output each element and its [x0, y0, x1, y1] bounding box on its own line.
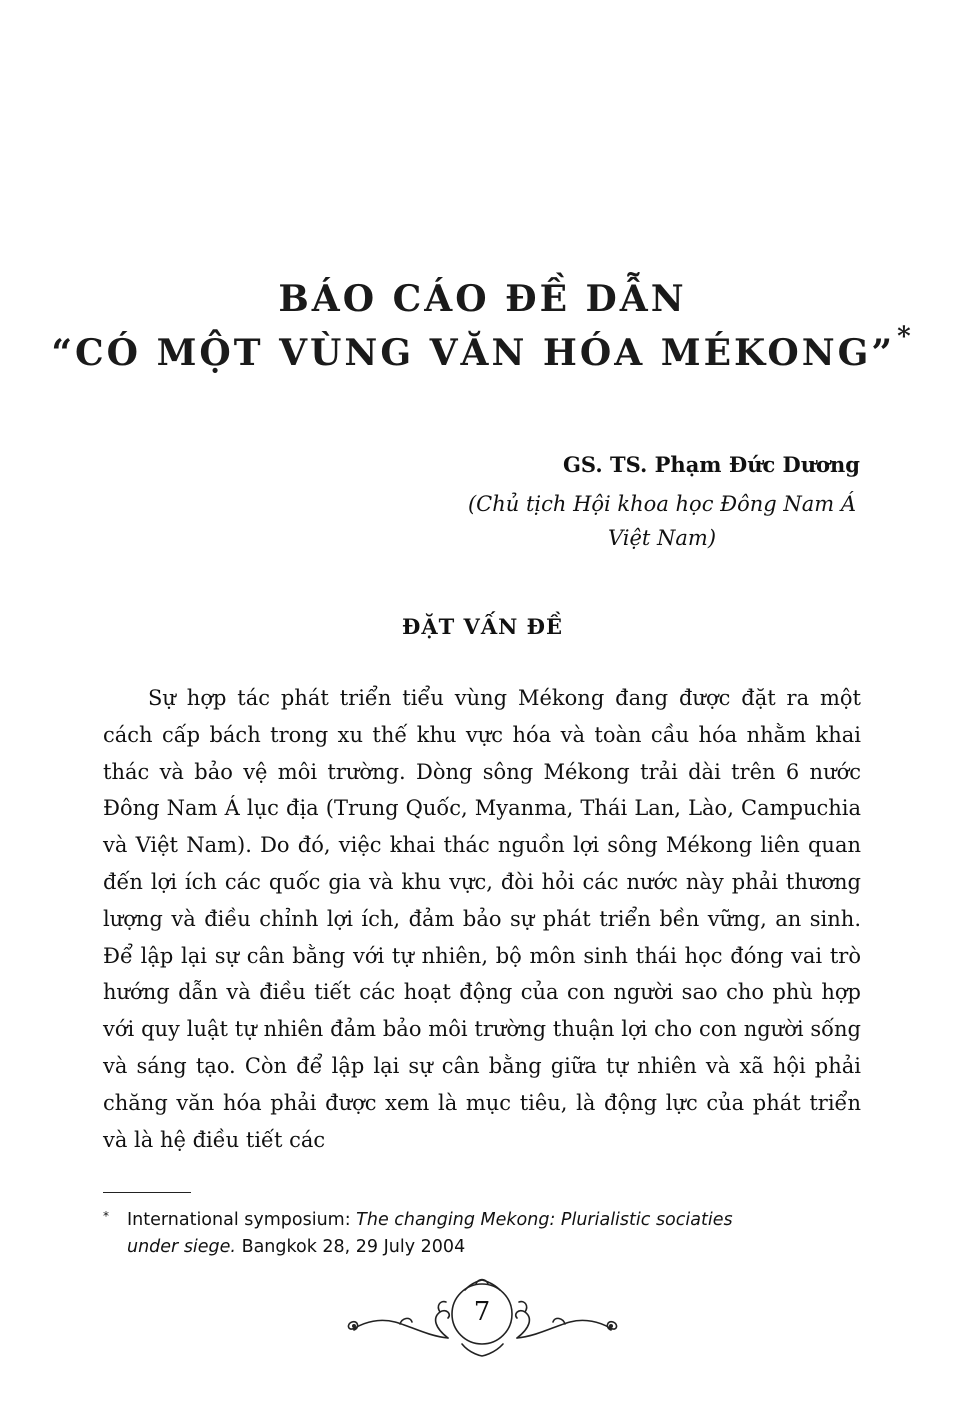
- title-line-2-text: “CÓ MỘT VÙNG VĂN HÓA MÉKONG”: [51, 332, 896, 374]
- left-dot: [352, 1324, 356, 1328]
- left-flourish-wave: [400, 1318, 412, 1324]
- right-flourish-line: [517, 1320, 610, 1338]
- section-heading: ĐẶT VẤN ĐỀ: [401, 614, 564, 639]
- page-number: 7: [473, 1297, 491, 1327]
- footnote-suffix: Bangkok 28, 29 July 2004: [236, 1237, 466, 1257]
- author-affiliation-line-1: (Chủ tịch Hội khoa học Đông Nam Á: [467, 492, 857, 516]
- author-affiliation-line-2: Việt Nam): [607, 526, 717, 550]
- right-flourish-wave: [553, 1318, 565, 1324]
- right-flourish-scroll: [516, 1311, 530, 1338]
- footnote-prefix: International symposium:: [127, 1210, 357, 1230]
- right-dot: [609, 1324, 613, 1328]
- title-footnote-marker: *: [897, 322, 914, 352]
- footnote-marker: *: [103, 1209, 109, 1223]
- title-line-1-text: BÁO CÁO ĐỀ DẪN: [278, 278, 687, 320]
- author-name: GS. TS. Phạm Đức Dương: [563, 452, 860, 477]
- page-title-line-2: [0, 322, 965, 374]
- footnote-line-1: [103, 1207, 861, 1234]
- footnote-line-2: [103, 1234, 861, 1261]
- left-flourish-line: [355, 1320, 448, 1338]
- author-affiliation: [452, 487, 872, 555]
- footnote-divider: [103, 1192, 191, 1193]
- page-title-line-1: [0, 278, 965, 320]
- footnote: [103, 1207, 861, 1261]
- body-paragraph: Sự hợp tác phát triển tiểu vùng Mékong đang được đặt ra một cách cấp bách trong xu thế khu vực hóa và toàn cầu hóa nhằm khai thác và bảo vệ môi trường. Dòng sông Mékong trải dài trên 6 nước Đông Nam Á lục địa (Trung Quốc, Myanma, Thái Lan, Lào, Campuchia và Việt Nam). Do đó, việc khai thác nguồn lợi sông Mékong liên quan đến lợi ích các quốc gia và khu vực, đòi hỏi các nước này phải thương lượng và điều chỉnh lợi ích, đảm bảo sự phát triển bền vững, an sinh. Để lập lại sự cân bằng với tự nhiên, bộ môn sinh thái học đóng vai trò hướng dẫn và điều tiết các hoạt động của con người sao cho phù hợp với quy luật tự nhiên đảm bảo môi trường thuận lợi cho con người sống và sáng tạo. Còn để lập lại sự cân bằng giữa tự nhiên và xã hội phải chăng văn hóa phải được xem là mục tiêu, là động lực của phát triển và là hệ điều tiết các: [103, 686, 861, 1152]
- bottom-ornament-arc: [462, 1344, 503, 1356]
- footnote-italic-title-1: The changing Mekong: Plurialistic sociaties: [356, 1210, 733, 1230]
- footnote-italic-title-2: under siege.: [127, 1237, 236, 1257]
